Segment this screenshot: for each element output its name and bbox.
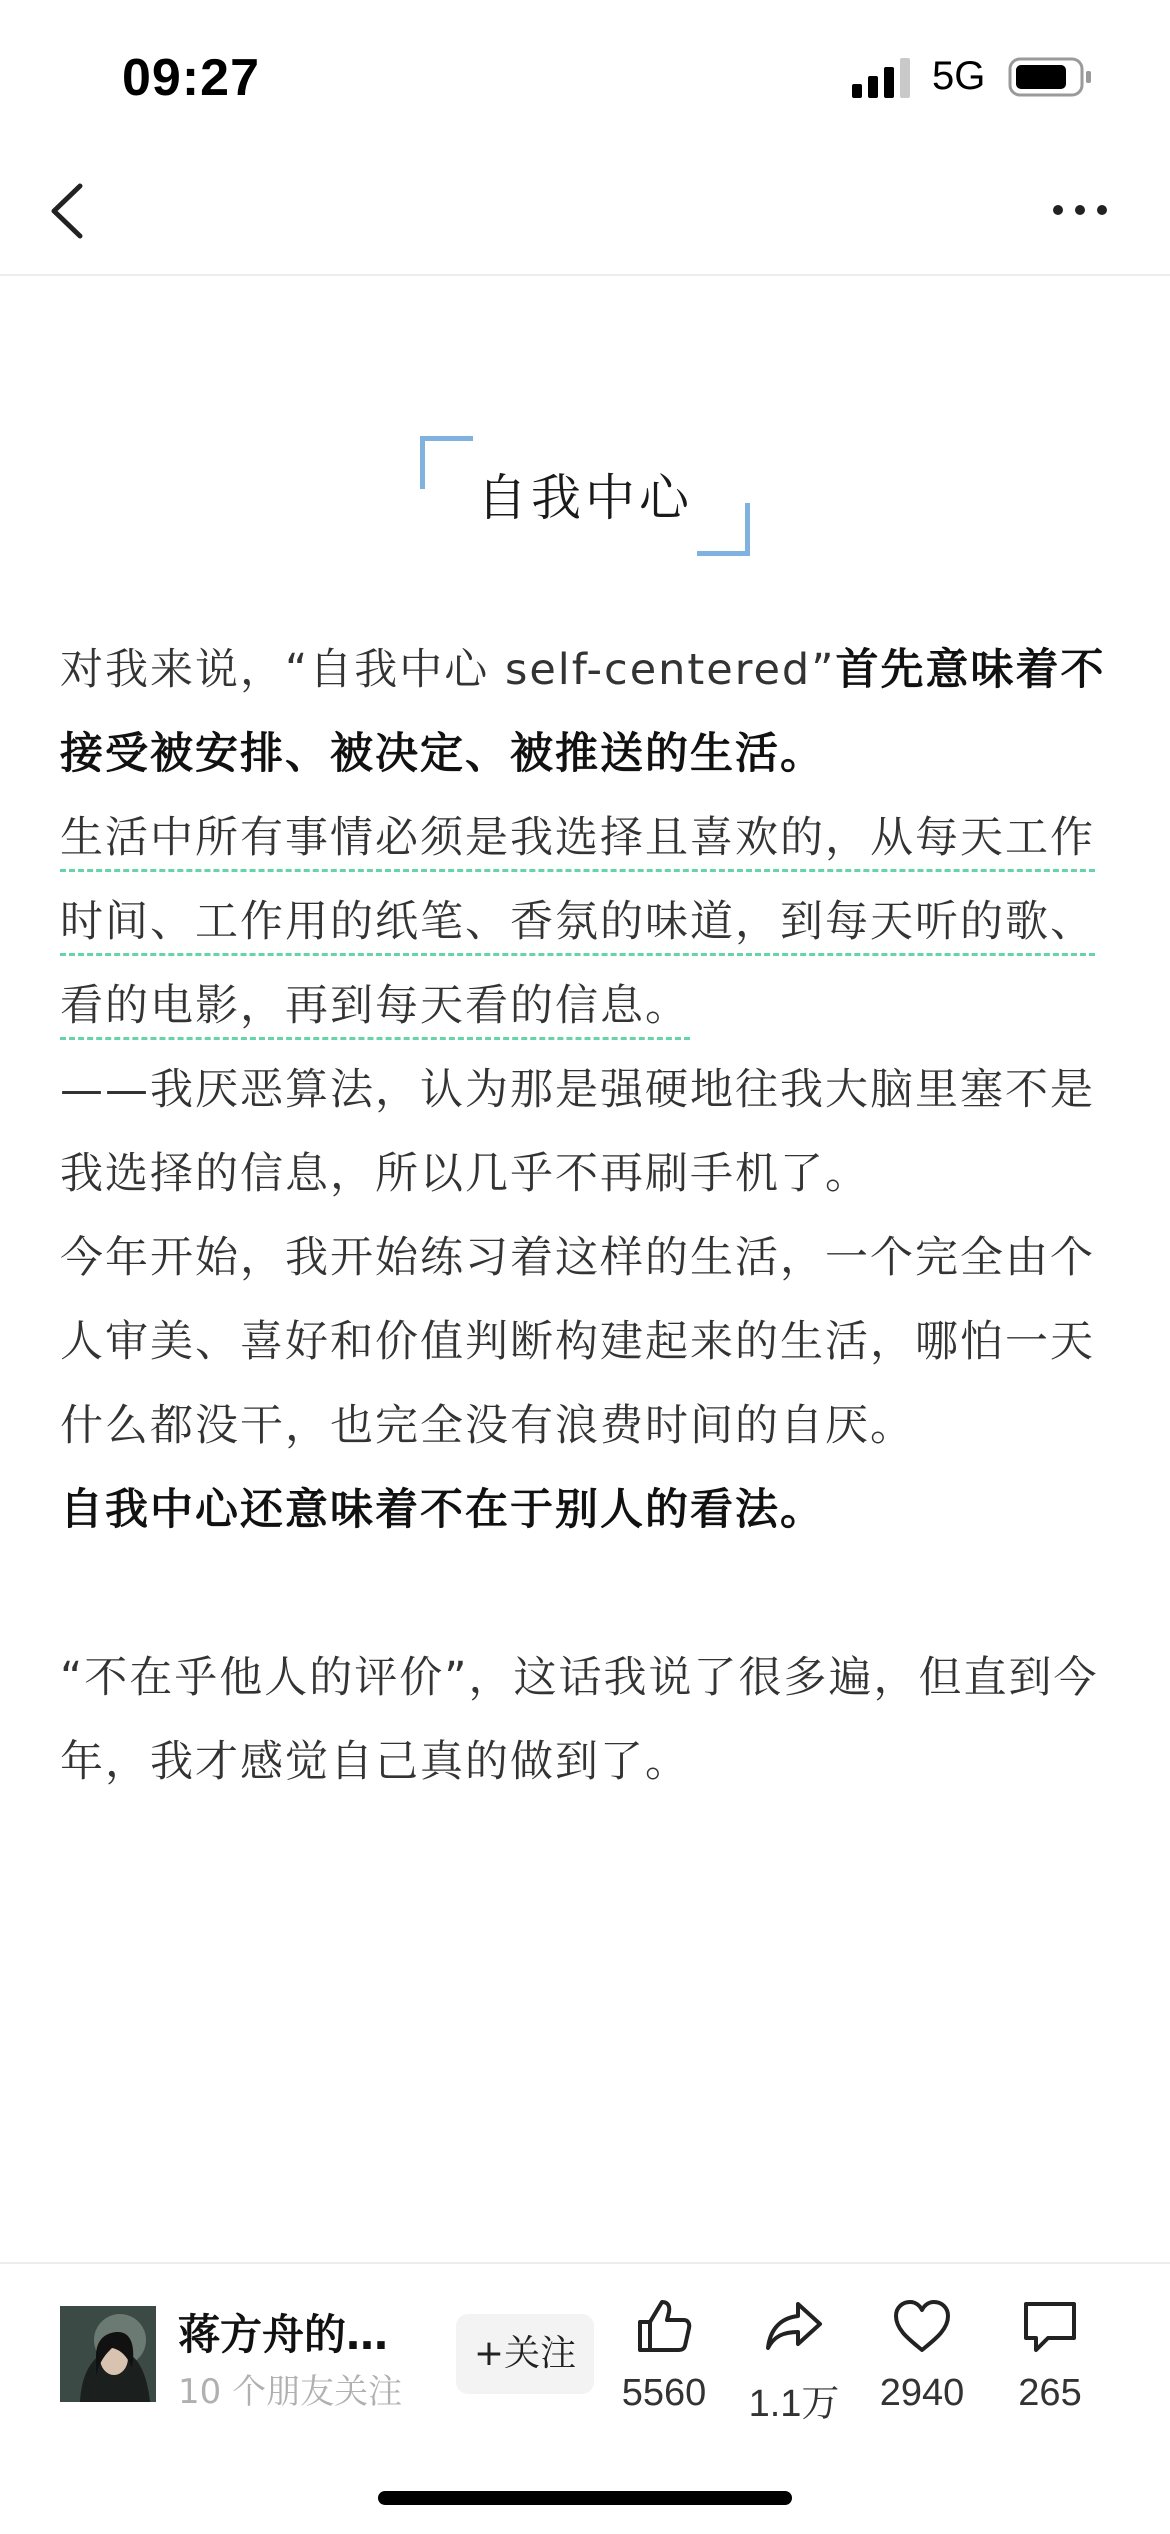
comment-icon	[1018, 2294, 1082, 2358]
share-button[interactable]	[734, 2294, 854, 2427]
comment-count: 265	[1018, 2372, 1082, 2414]
status-bar	[0, 0, 1170, 150]
paragraph-text: 对我来说，“自我中心 self-centered”	[60, 645, 836, 695]
paragraph	[60, 628, 1110, 796]
paragraph-heading: 自我中心还意味着不在于别人的看法。	[60, 1485, 825, 1535]
comment-button[interactable]	[990, 2294, 1110, 2415]
network-type: 5G	[932, 54, 986, 98]
highlighted-text[interactable]: 生活中所有事情必须是我选择且喜欢的，从每天工作时间、工作用的纸笔、香氛的味道，到每天听的歌、看的电影，再到每天看的信息。	[60, 813, 1095, 1040]
paragraph: 今年开始，我开始练习着这样的生活，一个完全由个人审美、喜好和价值判断构建起来的生活，哪怕一天什么都没干，也完全没有浪费时间的自厌。	[60, 1233, 1095, 1451]
avatar-image	[60, 2306, 156, 2402]
section-title: 自我中心	[477, 469, 693, 527]
share-icon	[762, 2294, 826, 2358]
like-button[interactable]	[604, 2294, 724, 2415]
author-name[interactable]: 蒋方舟的…	[178, 2310, 389, 2359]
home-indicator[interactable]	[378, 2491, 792, 2505]
paragraph-highlighted	[60, 796, 1110, 1048]
heading-corner-decoration	[697, 503, 750, 556]
heart-icon	[890, 2294, 954, 2358]
status-time: 09:27	[122, 49, 260, 107]
follow-button[interactable]: +关注	[456, 2314, 594, 2394]
section-heading	[420, 436, 750, 556]
more-icon[interactable]	[1040, 190, 1120, 230]
author-avatar[interactable]	[60, 2306, 156, 2402]
signal-icon	[852, 58, 914, 98]
thumbs-up-icon	[632, 2294, 696, 2358]
like-count: 5560	[621, 2372, 707, 2414]
paragraph: ——我厌恶算法，认为那是强硬地往我大脑里塞不是我选择的信息，所以几乎不再刷手机了。	[60, 1065, 1095, 1199]
followers-count: 10 个朋友关注	[178, 2372, 403, 2412]
article-body	[0, 276, 1170, 2262]
paragraph-bold-text: 首先意味着不接受被安排、被决定、被推送的生活。	[60, 645, 1106, 779]
favorite-count: 2940	[879, 2372, 965, 2414]
paragraph: “不在乎他人的评价”，这话我说了很多遍，但直到今年，我才感觉自己真的做到了。	[60, 1653, 1099, 1787]
battery-icon	[1008, 56, 1092, 98]
back-icon[interactable]	[40, 176, 96, 246]
share-count: 1.1万	[748, 2383, 840, 2425]
favorite-button[interactable]	[862, 2294, 982, 2415]
nav-bar	[0, 150, 1170, 276]
